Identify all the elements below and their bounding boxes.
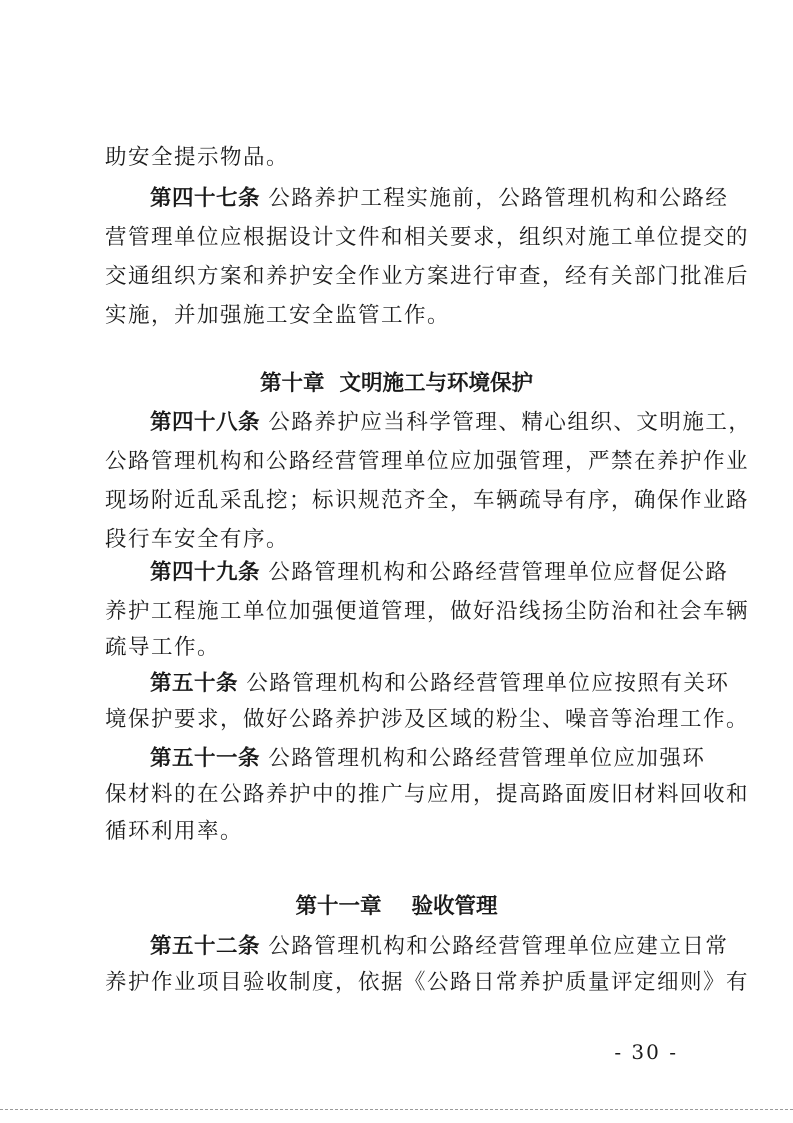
article-48-text-1: 公路养护应当科学管理、精心组织、文明施工， xyxy=(268,410,752,435)
article-48-label: 第四十八条 xyxy=(150,410,261,435)
article-48-first-line xyxy=(150,405,752,441)
article-47-label: 第四十七条 xyxy=(150,186,261,211)
article-52-first-line xyxy=(150,929,740,965)
article-51-label: 第五十一条 xyxy=(150,746,261,771)
article-52-label: 第五十二条 xyxy=(150,934,261,959)
article-50-text-2: 境保护要求，做好公路养护涉及区域的粉尘、噪音等治理工作。 xyxy=(105,707,750,732)
article-50-first-line xyxy=(150,666,740,702)
article-52-text-2: 养护作业项目验收制度，依据《公路日常养护质量评定细则》有 xyxy=(105,970,750,995)
article-49-text-1: 公路管理机构和公路经营管理单位应督促公路 xyxy=(268,560,729,585)
top-fragment: 助安全提示物品。 xyxy=(105,145,290,170)
article-49-text-3: 疏导工作。 xyxy=(105,635,221,660)
bottom-divider xyxy=(0,1109,793,1110)
article-48-text-3: 现场附近乱采乱挖；标识规范齐全，车辆疏导有序，确保作业路 xyxy=(105,488,750,513)
article-49-label: 第四十九条 xyxy=(150,560,261,585)
article-51-text-2: 保材料的在公路养护中的推广与应用，提高路面废旧材料回收和 xyxy=(105,782,750,807)
article-51-first-line xyxy=(150,741,740,777)
article-50-label: 第五十条 xyxy=(150,671,239,696)
article-47-first-line xyxy=(150,181,740,217)
article-49-text-2: 养护工程施工单位加强便道管理，做好沿线扬尘防治和社会车辆 xyxy=(105,599,750,624)
article-47-text-2: 营管理单位应根据设计文件和相关要求，组织对施工单位提交的 xyxy=(105,225,750,250)
article-51-text-1: 公路管理机构和公路经营管理单位应加强环 xyxy=(268,746,706,771)
chapter-10-heading: 第十章 文明施工与环境保护 xyxy=(260,371,533,396)
article-48-text-4: 段行车安全有序。 xyxy=(105,527,290,552)
page-number: - 30 - xyxy=(614,1040,678,1064)
article-50-text-1: 公路管理机构和公路经营管理单位应按照有关环 xyxy=(246,671,730,696)
article-47-text-3: 交通组织方案和养护安全作业方案进行审查，经有关部门批准后 xyxy=(105,264,750,289)
chapter-11-heading: 第十一章 验收管理 xyxy=(295,894,498,919)
article-51-text-3: 循环利用率。 xyxy=(105,819,244,844)
article-49-first-line xyxy=(150,555,740,591)
article-47-text-1: 公路养护工程实施前，公路管理机构和公路经 xyxy=(268,186,729,211)
article-52-text-1: 公路管理机构和公路经营管理单位应建立日常 xyxy=(268,934,729,959)
article-47-text-4: 实施，并加强施工安全监管工作。 xyxy=(105,303,451,328)
article-48-text-2: 公路管理机构和公路经营管理单位应加强管理，严禁在养护作业 xyxy=(105,449,750,474)
